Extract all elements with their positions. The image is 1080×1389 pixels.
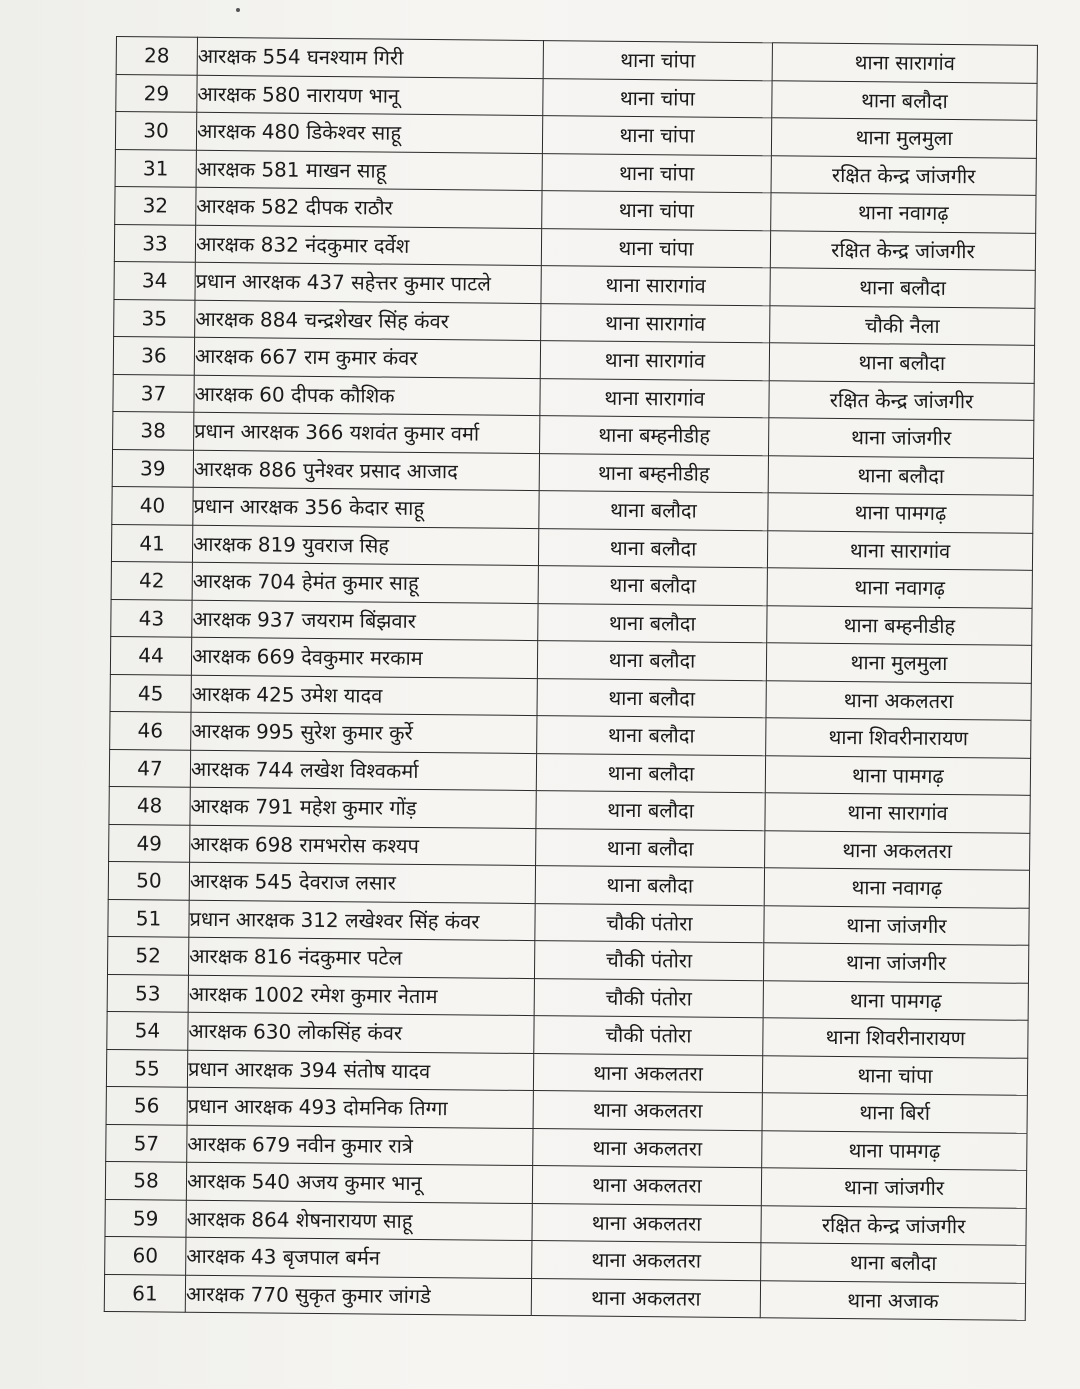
- serial-number-cell: 44: [110, 636, 191, 674]
- current-posting-cell: थाना अकलतरा: [533, 1091, 762, 1131]
- serial-number-cell: 56: [106, 1086, 187, 1124]
- current-posting-cell: थाना बम्हनीडीह: [540, 416, 769, 456]
- current-posting-cell: थाना चांपा: [542, 153, 771, 193]
- current-posting-cell: थाना बलौदा: [537, 678, 766, 718]
- current-posting-cell: थाना चांपा: [542, 191, 771, 231]
- employee-name-cell: आरक्षक 580 नारायण भानू: [197, 75, 543, 116]
- employee-name-cell: आरक्षक 540 अजय कुमार भानू: [186, 1162, 532, 1203]
- current-posting-cell: थाना बम्हनीडीह: [539, 453, 768, 493]
- serial-number-cell: 35: [114, 299, 195, 337]
- current-posting-cell: थाना सारागांव: [541, 266, 770, 306]
- employee-name-cell: आरक्षक 704 हेमंत कुमार साहू: [192, 562, 538, 603]
- employee-name-cell: आरक्षक 937 जयराम बिंझवार: [192, 600, 538, 641]
- new-posting-cell: थाना बलौदा: [761, 1243, 1026, 1283]
- employee-name-cell: प्रधान आरक्षक 493 दोमनिक तिग्गा: [187, 1087, 533, 1128]
- current-posting-cell: थाना सारागांव: [540, 341, 769, 381]
- serial-number-cell: 48: [109, 786, 190, 824]
- employee-name-cell: प्रधान आरक्षक 366 यशवंत कुमार वर्मा: [194, 412, 540, 453]
- new-posting-cell: थाना मुलमुला: [771, 118, 1036, 158]
- serial-number-cell: 54: [107, 1011, 188, 1049]
- employee-name-cell: आरक्षक 995 सुरेश कुमार कुर्रे: [191, 712, 537, 753]
- serial-number-cell: 39: [112, 449, 193, 487]
- current-posting-cell: थाना बलौदा: [539, 491, 768, 531]
- new-posting-cell: थाना बिर्रा: [762, 1093, 1027, 1133]
- employee-name-cell: आरक्षक 816 नंदकुमार पटेल: [188, 937, 534, 978]
- new-posting-cell: रक्षित केन्द्र जांजगीर: [769, 380, 1034, 420]
- new-posting-cell: थाना अकलतरा: [765, 830, 1030, 870]
- new-posting-cell: रक्षित केन्द्र जांजगीर: [770, 230, 1035, 270]
- employee-name-cell: आरक्षक 667 राम कुमार कंवर: [194, 337, 540, 378]
- new-posting-cell: चौकी नैला: [770, 305, 1035, 345]
- serial-number-cell: 57: [106, 1124, 187, 1162]
- new-posting-cell: थाना नवागढ़: [771, 193, 1036, 233]
- serial-number-cell: 50: [108, 861, 189, 899]
- serial-number-cell: 53: [107, 974, 188, 1012]
- current-posting-cell: थाना अकलतरा: [532, 1166, 761, 1206]
- employee-name-cell: प्रधान आरक्षक 312 लखेश्वर सिंह कंवर: [189, 900, 535, 941]
- serial-number-cell: 55: [106, 1049, 187, 1087]
- employee-name-cell: प्रधान आरक्षक 394 संतोष यादव: [187, 1050, 533, 1091]
- new-posting-cell: थाना बलौदा: [769, 343, 1034, 383]
- new-posting-cell: थाना बम्हनीडीह: [767, 605, 1032, 645]
- current-posting-cell: थाना बलौदा: [536, 753, 765, 793]
- new-posting-cell: थाना सारागांव: [765, 793, 1030, 833]
- employee-name-cell: आरक्षक 886 पुनेश्वर प्रसाद आजाद: [193, 450, 539, 491]
- new-posting-cell: थाना अजाक: [760, 1280, 1025, 1320]
- current-posting-cell: थाना चांपा: [542, 116, 771, 156]
- current-posting-cell: थाना चांपा: [541, 228, 770, 268]
- current-posting-cell: थाना अकलतरा: [531, 1278, 760, 1318]
- employee-name-cell: आरक्षक 669 देवकुमार मरकाम: [191, 637, 537, 678]
- serial-number-cell: 42: [111, 561, 192, 599]
- serial-number-cell: 41: [111, 524, 192, 562]
- serial-number-cell: 36: [113, 336, 194, 374]
- serial-number-cell: 47: [109, 749, 190, 787]
- speck-mark: [236, 8, 240, 12]
- new-posting-cell: थाना पामगढ़: [765, 755, 1030, 795]
- new-posting-cell: रक्षित केन्द्र जांजगीर: [771, 155, 1036, 195]
- serial-number-cell: 51: [108, 899, 189, 937]
- new-posting-cell: थाना शिवरीनारायण: [766, 718, 1031, 758]
- serial-number-cell: 43: [111, 599, 192, 637]
- serial-number-cell: 61: [104, 1274, 185, 1312]
- current-posting-cell: थाना चांपा: [543, 41, 772, 81]
- new-posting-cell: थाना पामगढ़: [762, 1130, 1027, 1170]
- table-row: [104, 1274, 1025, 1320]
- new-posting-cell: थाना नवागढ़: [764, 868, 1029, 908]
- serial-number-cell: 33: [114, 224, 195, 262]
- employee-name-cell: आरक्षक 554 घनश्याम गिरी: [197, 37, 543, 78]
- new-posting-cell: थाना सारागांव: [767, 530, 1032, 570]
- transfer-list-table: [104, 36, 1038, 1321]
- serial-number-cell: 46: [110, 711, 191, 749]
- new-posting-cell: थाना चांपा: [762, 1055, 1027, 1095]
- current-posting-cell: थाना बलौदा: [537, 716, 766, 756]
- new-posting-cell: थाना पामगढ़: [768, 493, 1033, 533]
- serial-number-cell: 49: [109, 824, 190, 862]
- current-posting-cell: थाना बलौदा: [537, 641, 766, 681]
- current-posting-cell: चौकी पंतोरा: [534, 1016, 763, 1056]
- serial-number-cell: 58: [105, 1161, 186, 1199]
- new-posting-cell: थाना सारागांव: [772, 43, 1037, 83]
- serial-number-cell: 29: [116, 74, 197, 112]
- current-posting-cell: थाना बलौदा: [536, 791, 765, 831]
- current-posting-cell: थाना सारागांव: [540, 378, 769, 418]
- employee-name-cell: आरक्षक 630 लोकसिंह कंवर: [188, 1012, 534, 1053]
- employee-name-cell: आरक्षक 832 नंदकुमार दर्वेश: [195, 225, 541, 266]
- employee-name-cell: आरक्षक 43 बृजपाल बर्मन: [186, 1237, 532, 1278]
- employee-name-cell: आरक्षक 480 डिकेश्वर साहू: [196, 112, 542, 153]
- current-posting-cell: थाना अकलतरा: [533, 1053, 762, 1093]
- employee-name-cell: आरक्षक 1002 रमेश कुमार नेताम: [188, 975, 534, 1016]
- employee-name-cell: आरक्षक 425 उमेश यादव: [191, 675, 537, 716]
- current-posting-cell: थाना अकलतरा: [532, 1241, 761, 1281]
- serial-number-cell: 60: [105, 1236, 186, 1274]
- employee-name-cell: आरक्षक 581 माखन साहू: [196, 150, 542, 191]
- current-posting-cell: थाना चांपा: [543, 78, 772, 118]
- serial-number-cell: 38: [113, 411, 194, 449]
- serial-number-cell: 31: [115, 149, 196, 187]
- new-posting-cell: थाना मुलमुला: [766, 643, 1031, 683]
- new-posting-cell: थाना जांजगीर: [763, 943, 1028, 983]
- current-posting-cell: चौकी पंतोरा: [534, 941, 763, 981]
- employee-name-cell: आरक्षक 770 सुकृत कुमार जांगडे: [185, 1275, 531, 1316]
- employee-name-cell: आरक्षक 582 दीपक राठौर: [196, 187, 542, 228]
- employee-name-cell: आरक्षक 884 चन्द्रशेखर सिंह कंवर: [195, 300, 541, 341]
- serial-number-cell: 37: [113, 374, 194, 412]
- new-posting-cell: थाना जांजगीर: [761, 1168, 1026, 1208]
- serial-number-cell: 32: [115, 186, 196, 224]
- serial-number-cell: 34: [114, 261, 195, 299]
- current-posting-cell: थाना बलौदा: [538, 603, 767, 643]
- new-posting-cell: थाना बलौदा: [768, 455, 1033, 495]
- employee-name-cell: प्रधान आरक्षक 356 केदार साहू: [193, 487, 539, 528]
- current-posting-cell: थाना अकलतरा: [533, 1128, 762, 1168]
- new-posting-cell: थाना जांजगीर: [764, 905, 1029, 945]
- current-posting-cell: थाना अकलतरा: [532, 1203, 761, 1243]
- employee-name-cell: आरक्षक 819 युवराज सिह: [192, 525, 538, 566]
- new-posting-cell: थाना बलौदा: [770, 268, 1035, 308]
- current-posting-cell: थाना बलौदा: [538, 528, 767, 568]
- serial-number-cell: 30: [115, 112, 196, 150]
- current-posting-cell: थाना सारागांव: [541, 303, 770, 343]
- table-body: [104, 37, 1037, 1321]
- serial-number-cell: 40: [112, 486, 193, 524]
- new-posting-cell: थाना बलौदा: [772, 80, 1037, 120]
- employee-name-cell: आरक्षक 791 महेश कुमार गोंड़: [190, 787, 536, 828]
- employee-name-cell: आरक्षक 744 लखेश विश्वकर्मा: [190, 750, 536, 791]
- current-posting-cell: थाना बलौदा: [535, 866, 764, 906]
- new-posting-cell: थाना अकलतरा: [766, 680, 1031, 720]
- employee-name-cell: आरक्षक 698 रामभरोस कश्यप: [190, 825, 536, 866]
- serial-number-cell: 28: [116, 37, 197, 75]
- serial-number-cell: 59: [105, 1199, 186, 1237]
- current-posting-cell: चौकी पंतोरा: [534, 978, 763, 1018]
- new-posting-cell: थाना पामगढ़: [763, 980, 1028, 1020]
- current-posting-cell: थाना बलौदा: [538, 566, 767, 606]
- employee-name-cell: आरक्षक 545 देवराज लसार: [189, 862, 535, 903]
- employee-name-cell: प्रधान आरक्षक 437 सहेत्तर कुमार पाटले: [195, 262, 541, 303]
- current-posting-cell: चौकी पंतोरा: [535, 903, 764, 943]
- new-posting-cell: थाना शिवरीनारायण: [763, 1018, 1028, 1058]
- employee-name-cell: आरक्षक 679 नवीन कुमार रात्रे: [187, 1125, 533, 1166]
- serial-number-cell: 52: [107, 936, 188, 974]
- new-posting-cell: थाना जांजगीर: [769, 418, 1034, 458]
- employee-name-cell: आरक्षक 864 शेषनारायण साहू: [186, 1200, 532, 1241]
- employee-name-cell: आरक्षक 60 दीपक कौशिक: [194, 375, 540, 416]
- current-posting-cell: थाना बलौदा: [536, 828, 765, 868]
- new-posting-cell: रक्षित केन्द्र जांजगीर: [761, 1205, 1026, 1245]
- serial-number-cell: 45: [110, 674, 191, 712]
- new-posting-cell: थाना नवागढ़: [767, 568, 1032, 608]
